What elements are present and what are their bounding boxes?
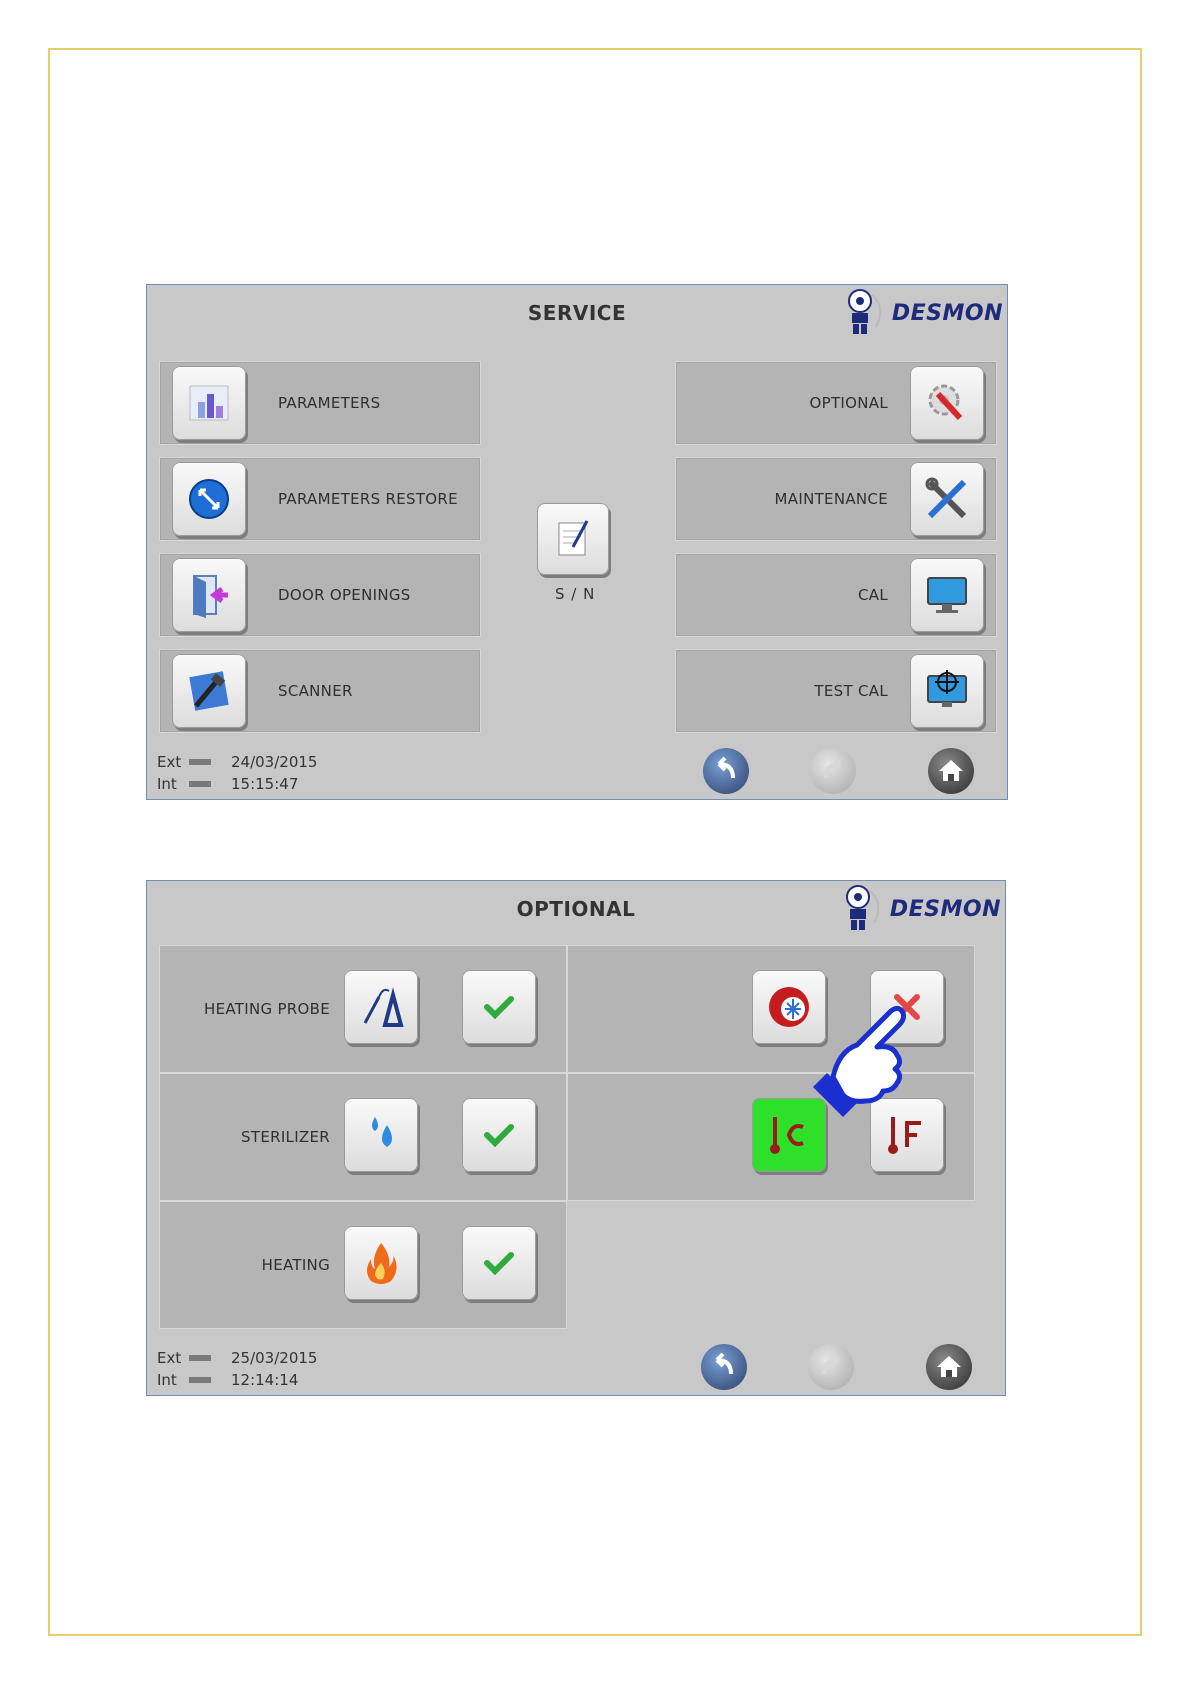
status-footer <box>157 751 317 795</box>
cal-button[interactable] <box>675 553 997 637</box>
brand-logo <box>842 287 1003 339</box>
home-icon <box>926 1344 972 1390</box>
check-icon <box>481 1117 517 1153</box>
home-button[interactable] <box>926 1344 972 1390</box>
service-panel <box>146 284 1008 800</box>
heating-label: HEATING <box>261 1256 330 1274</box>
optional-button[interactable] <box>675 361 997 445</box>
ext-indicator <box>189 1355 211 1361</box>
parameters-label: PARAMETERS <box>278 394 381 412</box>
door-openings-button[interactable] <box>159 553 481 637</box>
restore-globe-icon <box>172 462 246 536</box>
optional-panel <box>146 880 1006 1396</box>
optional-label: OPTIONAL <box>809 394 888 412</box>
water-drops-icon[interactable] <box>344 1098 418 1172</box>
parameters-restore-label: PARAMETERS RESTORE <box>278 490 458 508</box>
time-value: 15:15:47 <box>231 775 299 793</box>
date-value: 24/03/2015 <box>231 753 318 771</box>
check-icon <box>481 989 517 1025</box>
int-indicator <box>189 1377 211 1383</box>
settings-wrench-icon <box>910 366 984 440</box>
int-indicator <box>189 781 211 787</box>
back-arrow-icon <box>703 748 749 794</box>
forward-button[interactable] <box>808 1344 854 1390</box>
serial-number-label: S / N <box>555 585 596 603</box>
scanner-label: SCANNER <box>278 682 353 700</box>
maintenance-button[interactable] <box>675 457 997 541</box>
scanner-button[interactable] <box>159 649 481 733</box>
sterilizer-label: STERILIZER <box>241 1128 330 1146</box>
back-arrow-icon <box>701 1344 747 1390</box>
heating-probe-row <box>159 945 567 1073</box>
monitor-icon <box>910 558 984 632</box>
home-button[interactable] <box>928 748 974 794</box>
door-icon <box>172 558 246 632</box>
panel-title: SERVICE <box>527 301 627 325</box>
date-value: 25/03/2015 <box>231 1349 318 1367</box>
back-button[interactable] <box>701 1344 747 1390</box>
brand-name: DESMON <box>889 896 1001 922</box>
heating-toggle[interactable] <box>462 1226 536 1300</box>
brand-logo <box>840 883 1001 935</box>
heating-probe-label: HEATING PROBE <box>204 1000 330 1018</box>
check-icon <box>481 1245 517 1281</box>
forward-arrow-icon <box>808 1344 854 1390</box>
maintenance-label: MAINTENANCE <box>774 490 888 508</box>
ext-indicator <box>189 759 211 765</box>
ext-label: Ext <box>157 1349 182 1367</box>
scanner-tools-icon <box>172 654 246 728</box>
back-button[interactable] <box>703 748 749 794</box>
parameters-button[interactable] <box>159 361 481 445</box>
flame-icon[interactable] <box>344 1226 418 1300</box>
sterilizer-row <box>159 1073 567 1201</box>
time-value: 12:14:14 <box>231 1371 299 1389</box>
chart-icon <box>172 366 246 440</box>
panel-title: OPTIONAL <box>516 897 636 921</box>
notebook-pen-icon <box>551 517 595 561</box>
heating-probe-icon[interactable] <box>344 970 418 1044</box>
maintenance-tools-icon <box>910 462 984 536</box>
test-cal-button[interactable] <box>675 649 997 733</box>
int-label: Int <box>157 1371 177 1389</box>
status-footer <box>157 1347 317 1391</box>
serial-number-button[interactable] <box>537 503 609 575</box>
pointing-hand-icon <box>799 991 919 1131</box>
brand-name: DESMON <box>891 300 1003 326</box>
home-icon <box>928 748 974 794</box>
door-openings-label: DOOR OPENINGS <box>278 586 411 604</box>
cal-label: CAL <box>858 586 888 604</box>
parameters-restore-button[interactable] <box>159 457 481 541</box>
mascot-logo-icon <box>842 287 886 339</box>
int-label: Int <box>157 775 177 793</box>
sterilizer-toggle[interactable] <box>462 1098 536 1172</box>
ext-label: Ext <box>157 753 182 771</box>
test-cal-label: TEST CAL <box>814 682 888 700</box>
crosshair-monitor-icon <box>910 654 984 728</box>
forward-button[interactable] <box>810 748 856 794</box>
heating-row <box>159 1201 567 1329</box>
mascot-logo-icon <box>840 883 884 935</box>
forward-arrow-icon <box>810 748 856 794</box>
heating-probe-toggle[interactable] <box>462 970 536 1044</box>
